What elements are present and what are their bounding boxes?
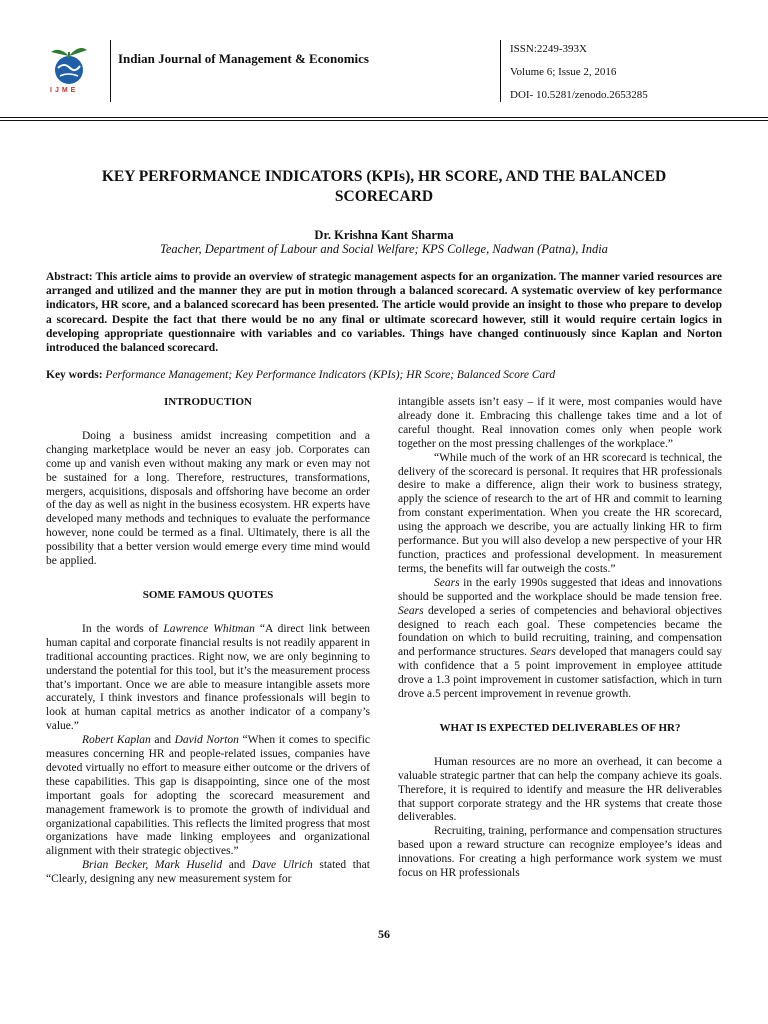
abstract-text: This article aims to provide an overview of strategic management aspects for an organization. The manner varied resources are arranged and utilized and the manner they are put in motion through a balanced scorecard. A systematic overview of key performance indicators, HR score, and a balanced scorecard has been presented. The article would provide an insight to those who prepare to develop a scorecard. Despite the fact that there would be no any final or ultimate scorecard however, still it would require certain logics in developing appropriate questionnaire with variables and co variables. Things have changed continuously since Kaplan and Norton introduced the balanced scorecard. — [46, 271, 722, 355]
abstract-label: Abstract: — [46, 271, 93, 283]
heading-quotes: SOME FAMOUS QUOTES — [142, 588, 274, 601]
header-divider-right — [500, 40, 501, 102]
quote-whitman: In the words of Lawrence Whitman “A direct link between human capital and corporate financial results is not readily apparent in traditional accounting practices. Right now, we are only beginning to understand the potential for this tool, but it’s the measurement process that’s important. Once we are able to measure intangible assets more accurately, I think investors and finance professionals will begin to look at human capital metrics as another indicator of a company’s value.” — [46, 622, 371, 733]
left-column — [46, 396, 370, 887]
keywords-text: Performance Management; Key Performance Indicators (KPIs); HR Score; Balanced Score Card — [102, 369, 556, 381]
deliverables-paragraph-2: Recruiting, training, performance and compensation structures based upon a reward structure can recognize employee’s ideas and innovations. For creating a high performance work system we must focus on HR professionals — [398, 825, 722, 880]
quote-continuation: intangible assets isn’t easy – if it were, most companies would have already done it. Embracing this challenge takes time and a lot of careful thought. Real innovation comes only when people work together on the most pressing challenges of the workplace.” — [398, 396, 722, 450]
header-rule-bottom — [0, 120, 768, 121]
header-rule-top — [0, 117, 768, 118]
doi: DOI- 10.5281/zenodo.2653285 — [510, 89, 648, 101]
page-number: 56 — [378, 927, 390, 941]
abstract — [46, 270, 722, 355]
quote-becker-huselid-ulrich: Brian Becker, Mark Huselid and Dave Ulrich stated that “Clearly, designing any new measurement system for — [46, 859, 370, 886]
right-column — [398, 396, 722, 881]
volume-issue: Volume 6; Issue 2, 2016 — [510, 66, 617, 78]
author-affiliation: Teacher, Department of Labour and Social Welfare; KPS College, Nadwan (Patna), India — [160, 242, 608, 256]
header-divider-left — [110, 40, 111, 102]
quote-hr-scorecard: “While much of the work of an HR scorecard is technical, the delivery of the scorecard is personal. It requires that HR professionals desire to make a difference, align their work to business strategy, apply the science of research to the art of HR and commit to learning from constant experimentation. When you create the HR scorecard, using the approach we describe, you are actually linking HR to firm performance. But you will also develop a new perspective of your HR function, practices and professional development. In measurement terms, the benefits will far outweigh the costs.” — [398, 451, 722, 575]
article-title — [40, 167, 728, 207]
deliverables-paragraph-1: Human resources are no more an overhead, it can become a valuable strategic partner that can help the company achieve its goals. Therefore, it is required to identify and measure the HR deliverables that support corporate strategy and the HR systems that create those deliverables. — [398, 755, 722, 824]
author-name: Dr. Krishna Kant Sharma — [314, 228, 454, 242]
heading-introduction: INTRODUCTION — [163, 396, 252, 408]
logo-text: IJME — [50, 87, 79, 94]
journal-title: Indian Journal of Management & Economics — [118, 51, 369, 66]
intro-paragraph: Doing a business amidst increasing competition and a changing marketplace would be never an easy job. Corporates can come up and vanish even without making any mark or even may not be sustained for a long. Therefore, restructures, transformations, mergers, acquisitions, disposals and offshoring have become an order of the day as well as night in the business ecosystem. HR experts have developed many methods and techniques to evaluate the performance however, none could be termed as a final. Ultimately, there is all the possibility that a better version would emerge every time mind would be applied. — [46, 429, 370, 568]
keywords — [46, 369, 722, 381]
issn: ISSN:2249-393X — [510, 43, 588, 55]
sears-paragraph: Sears in the early 1990s suggested that ideas and innovations should be supported and the workplace should be made tension free. Sears developed a series of competencies and behavioral objectives designed to reach each goal. These competencies became the foundation on which to build recruiting, training, and compensation and performance structures. Sears developed that managers could say with confidence that a 5 point improvement in employee attitude drove a 1.3 point improvement in customer satisfaction, which in turn drove a.5 percent improvement in revenue growth. — [398, 576, 722, 701]
journal-header — [0, 0, 768, 125]
keywords-label: Key words: — [46, 369, 103, 381]
article-title-line2: SCORECARD — [334, 188, 434, 205]
article-title-line1: KEY PERFORMANCE INDICATORS (KPIs), HR SCORE, AND THE BALANCED — [101, 168, 667, 185]
quote-kaplan-norton: Robert Kaplan and David Norton “When it comes to specific measures concerning HR and people-related issues, companies have devoted virtually no effort to measure either outcome or the drivers of these capabilities. This gap is disappointing, since one of the most important goals for adopting the scorecard measurement and management framework is to promote the growth of individual and organizational capabilities. This reflects the limited progress that most organizations have made linking employees and organizational alignment with their strategic objectives.” — [46, 734, 370, 858]
heading-deliverables: WHAT IS EXPECTED DELIVERABLES OF HR? — [439, 721, 681, 734]
